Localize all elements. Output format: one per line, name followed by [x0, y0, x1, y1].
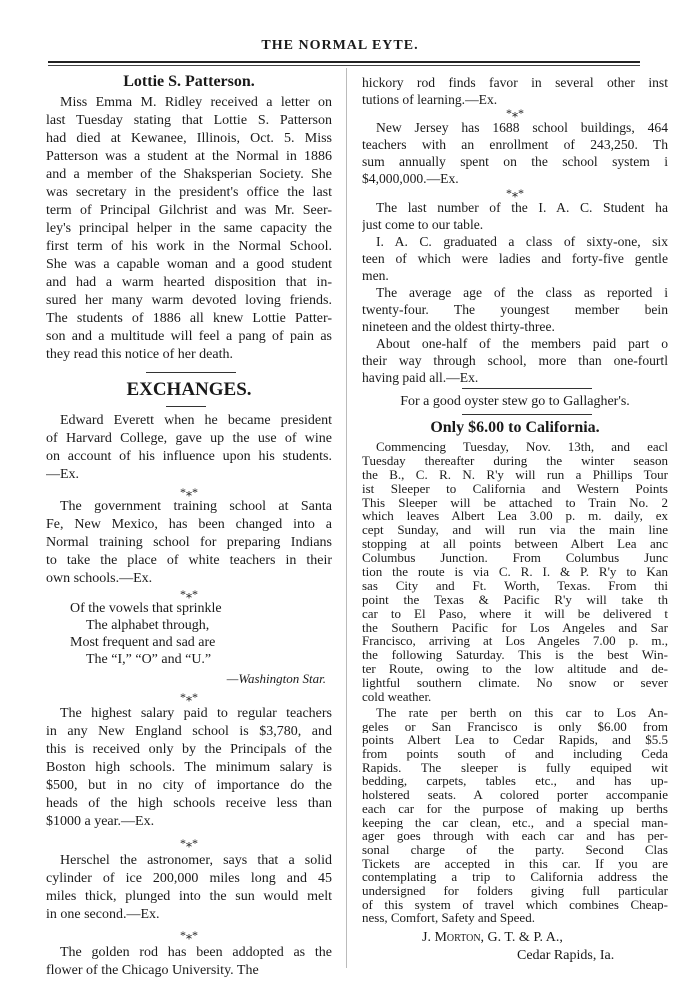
text-line: The government training school at Santa: [60, 499, 332, 514]
text-line: ist Sleeper to California and Western Points: [362, 481, 668, 496]
article-title-lottie: Lottie S. Patterson.: [123, 73, 255, 90]
section-rule: [146, 372, 236, 373]
text-line: their way through school, more than one-fourtl: [362, 353, 668, 368]
article-california-rate: [362, 706, 668, 925]
text-line: in one second.—Ex.: [46, 907, 160, 922]
asterism: *⁎*: [506, 186, 524, 200]
asterism: *⁎*: [180, 836, 198, 850]
text-line: first term of his work in the Normal School.: [46, 239, 332, 254]
oyster-ad: For a good oyster stew go to Gallagher's.: [400, 394, 630, 409]
poem-line: The “I,” “O” and “U.”: [86, 652, 212, 667]
text-line: Miss Emma M. Ridley received a letter on: [60, 95, 332, 110]
text-line: Fe, New Mexico, has been changed into a: [46, 517, 332, 532]
text-line: having paid all.—Ex.: [362, 370, 479, 385]
exchange-new-jersey: [362, 119, 668, 187]
masthead: THE NORMAL EYTE.: [261, 38, 419, 53]
left-column: [46, 0, 332, 1000]
iac-graduated: [362, 233, 668, 284]
exchange-iac-student: [362, 199, 668, 233]
poem-line: Of the vowels that sprinkle: [70, 601, 222, 616]
text-line: in any New England school is $3,780, and: [46, 724, 332, 739]
asterism: *⁎*: [180, 928, 198, 942]
text-line: Edward Everett when he became president: [60, 413, 332, 428]
text-line: Columbus Junction. From Columbus Junc: [362, 551, 668, 566]
poem-attribution: —Washington Star.: [226, 671, 326, 686]
text-line: —Ex.: [46, 467, 80, 482]
text-line: to take the place of white teachers in their: [46, 553, 332, 568]
text-line: I. A. C. graduated a class of sixty-one, six: [376, 234, 668, 249]
text-line: flower of the Chicago University. The: [46, 963, 259, 978]
text-line: the B., C. R. N. R'y will run a Phillips Tour: [362, 467, 668, 482]
text-line: The last number of the I. A. C. Student ha: [376, 200, 668, 215]
text-line: New Jersey has 1688 school buildings, 464: [376, 120, 668, 135]
text-line: bedding, carpets, tables etc., and has up-: [362, 774, 668, 789]
asterism: *⁎*: [180, 690, 198, 704]
poem-line: Most frequent and sad are: [70, 635, 216, 650]
poem-line: The alphabet through,: [86, 618, 210, 633]
text-line: the following Saturday. This is the best Win-: [362, 648, 668, 663]
text-line: ager goes through with each car and has per-: [362, 829, 668, 843]
text-line: heads of the high schools receive less than: [46, 796, 332, 811]
text-line: The golden rod has been addopted as the: [60, 945, 332, 960]
text-line: hickory rod finds favor in several other inst: [362, 75, 668, 90]
text-line: About one-half of the members paid part o: [376, 336, 668, 351]
text-line: sured her many warm devoted loving friends.: [46, 293, 332, 308]
text-line: Boston high schools. The minimum salary is: [46, 760, 332, 775]
text-line: Normal training school for preparing Indians: [46, 535, 332, 550]
text-line: point the Texas & Pacific R'y will take th: [362, 592, 668, 607]
text-line: Tickets are accepted in this car. If you are: [362, 856, 668, 871]
asterism: *⁎*: [180, 587, 198, 601]
article-california: [362, 440, 668, 704]
text-line: The students of 1886 all knew Lottie Patter-: [46, 311, 332, 326]
text-line: this is received only by the Principals of the: [46, 742, 332, 757]
text-line: undersigned for folders giving full particular: [362, 883, 668, 898]
text-line: and had a warm hearted disposition that in-: [46, 275, 332, 290]
text-line: of this system of travel which combines Cheap-: [362, 897, 668, 912]
text-line: car to El Paso, where it will be delivered t: [362, 606, 668, 621]
column-divider: [346, 68, 347, 968]
text-line: keeping the car clean, etc., and a special man-: [362, 815, 668, 830]
asterism: *⁎*: [180, 485, 198, 499]
exchange-golden-rod: [46, 944, 332, 980]
text-line: the Southern Pacific for Los Angeles and Sar: [362, 620, 668, 635]
section-rule: [462, 414, 592, 415]
text-line: just come to our table.: [362, 217, 484, 232]
asterism: *⁎*: [506, 106, 524, 120]
text-line: teachers with an enrollment of 243,250. Th: [362, 137, 668, 152]
text-line: miles thick, plunged into the sun would melt: [46, 889, 332, 904]
text-line: from points south of and including Ceda: [362, 747, 668, 761]
text-line: geles or San Francisco is only $6.00 from: [362, 719, 668, 734]
article-title-california: Only $6.00 to California.: [430, 419, 600, 436]
text-line: which leaves Albert Lea 3.00 p. m. daily, ex: [362, 509, 668, 524]
text-line: tion the route is via C. R. I. & P. R'y to Kan: [362, 565, 668, 579]
text-line: ter Route, owing to the low altitude and de-: [362, 662, 668, 677]
text-line: $1000 a year.—Ex.: [46, 814, 155, 829]
text-line: cylinder of ice 200,000 miles long and 45: [46, 871, 332, 886]
iac-members-paid: [362, 335, 668, 386]
text-line: they read this notice of her death.: [46, 347, 233, 362]
text-line: $500, but in no city of importance do the: [46, 778, 332, 793]
text-line: son and a multitude will feel a pang of pain as: [46, 329, 332, 344]
text-line: Patterson was a student at the Normal in 1886: [46, 149, 332, 164]
exchange-training: [46, 498, 332, 588]
text-line: holstered seats. A colored porter accompanie: [362, 788, 668, 802]
text-line: and a member of the Shaksperian Society. She: [46, 167, 332, 182]
text-line: Herschel the astronomer, says that a solid: [60, 853, 332, 868]
exchange-everett: [46, 412, 332, 484]
exchange-poem: [46, 600, 332, 668]
text-line: Commencing Tuesday, Nov. 13th, and eacl: [376, 440, 668, 454]
text-line: cold weather.: [362, 690, 432, 704]
text-line: sonal charge of the party. Second Clas: [362, 842, 668, 857]
right-column: [362, 0, 668, 1000]
text-line: nineteen and the oldest thirty-three.: [362, 319, 555, 334]
text-line: stopping at all points between Albert Lea anc: [362, 537, 668, 552]
text-line: twenty-four. The youngest member bein: [362, 302, 668, 317]
text-line: She was a capable woman and a good student: [46, 257, 332, 272]
text-line: Rapids. The sleeper is fully equiped wit: [362, 760, 668, 775]
exchange-hickory: [362, 74, 668, 108]
text-line: points Albert Lea to Cedar Rapids, and $5.5: [362, 733, 668, 748]
signature-place: Cedar Rapids, Ia.: [517, 948, 615, 963]
signature-name: J. Morton, G. T. & P. A.,: [422, 930, 563, 945]
text-line: had died at Kewanee, Illinois, Oct. 5. Miss: [46, 131, 332, 146]
text-line: tutions of learning.—Ex.: [362, 92, 498, 107]
exchange-salary: [46, 705, 332, 831]
section-rule-short: [166, 406, 206, 407]
text-line: of Harvard College, gave up the use of wine: [46, 431, 332, 446]
text-line: was secretary in the president's office the last: [46, 185, 332, 200]
text-line: The highest salary paid to regular teachers: [60, 706, 332, 721]
text-line: on account of his influence upon his students.: [46, 449, 332, 464]
text-line: lightful southern climate. No snow or sever: [362, 676, 668, 691]
text-line: sas City and Ft. Worth, Texas. From thi: [362, 578, 668, 593]
text-line: $4,000,000.—Ex.: [362, 171, 459, 186]
text-line: contemplating a trip to California address the: [362, 870, 668, 884]
text-line: sum annually spent on the school system i: [362, 154, 668, 169]
text-line: own schools.—Ex.: [46, 571, 153, 586]
iac-average-age: [362, 284, 668, 335]
text-line: cept Sunday, and will run via the main line: [362, 523, 668, 538]
exchange-herschel: [46, 852, 332, 924]
section-title-exchanges: EXCHANGES.: [126, 379, 252, 400]
text-line: term of Principal Gilchrist and was Mr. Seer-: [46, 203, 332, 218]
text-line: Francisco, arriving at Los Angeles 7.00 p. m.,: [362, 634, 668, 649]
text-line: last Tuesday stating that Lottie S. Patterson: [46, 113, 332, 128]
text-line: men.: [362, 268, 389, 283]
text-line: Tuesday thereafter during the winter season: [362, 453, 668, 468]
text-line: The average age of the class as reported i: [376, 285, 668, 300]
text-line: each car for the purpose of making up berths: [362, 801, 668, 816]
section-rule: [462, 388, 592, 389]
text-line: The rate per berth on this car to Los An-: [376, 706, 668, 720]
text-line: ness, Comfort, Safety and Speed.: [362, 911, 535, 925]
text-line: ley's principal helper in the same capacity the: [46, 221, 332, 236]
text-line: This Sleeper will be attached to Train No. 2: [362, 495, 668, 510]
article-lottie-patterson: [46, 94, 332, 364]
text-line: teen of which were ladies and forty-five gentle: [362, 251, 668, 266]
